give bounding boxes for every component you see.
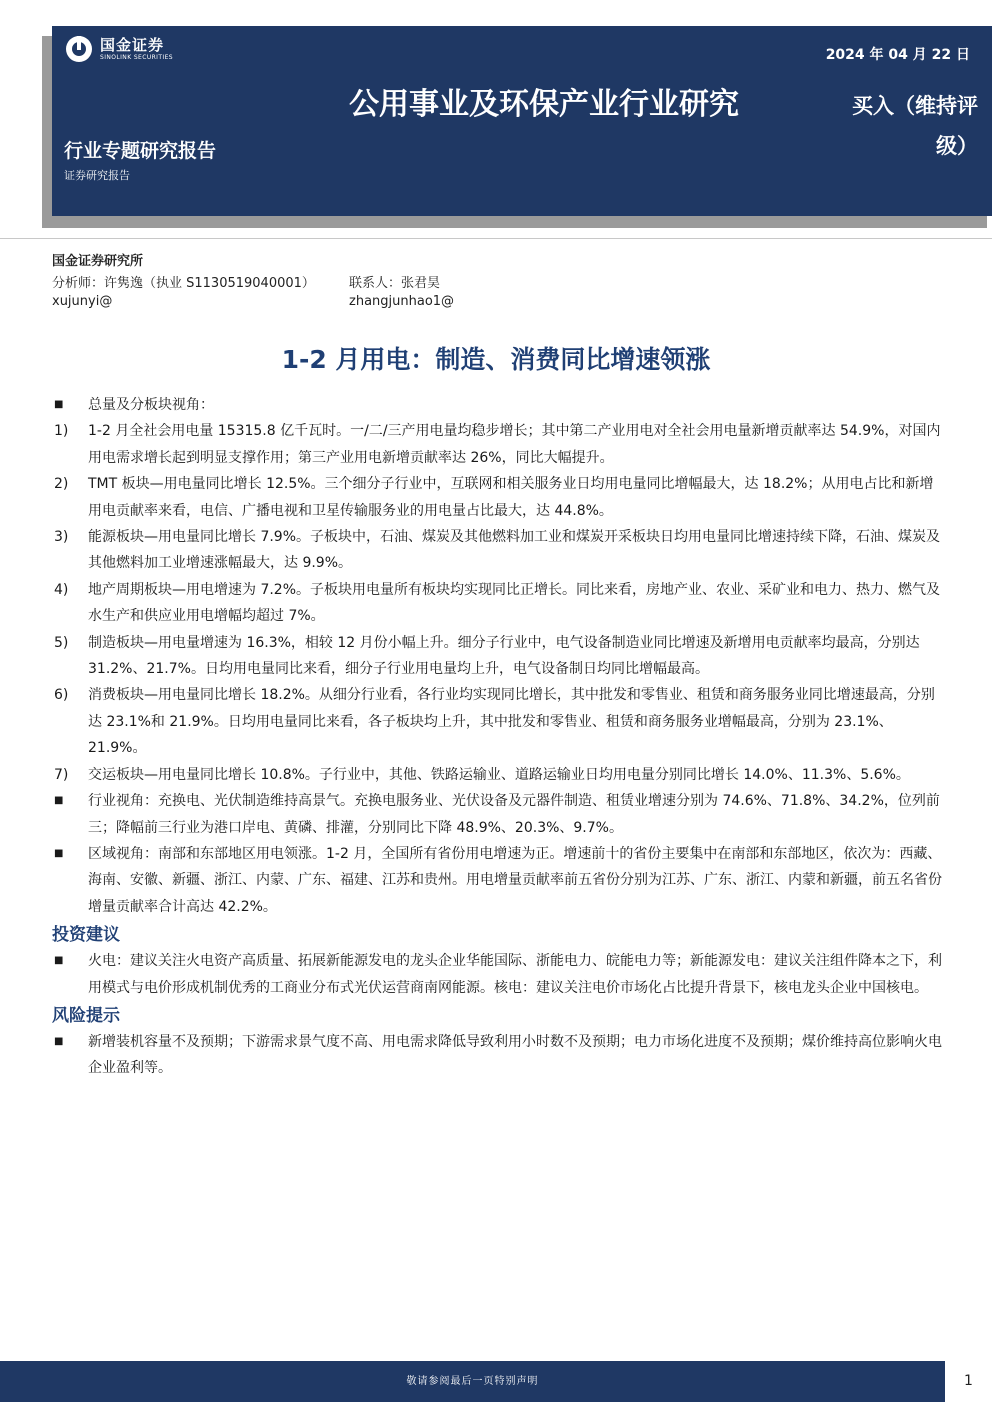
headline: 1-2 月用电：制造、消费同比增速领涨 (281, 345, 711, 374)
list-item-text: TMT 板块—用电量同比增长 12.5%。三个细分子行业中，互联网和相关服务业日均用电量同比增幅最大，达 18.2%；从用电占比和新增用电贡献率来看，电信、广播电视和卫星传输服务业的用电量占比最大，达 44.8%。 (88, 476, 934, 519)
header-divider (0, 238, 992, 239)
list-marker: 2) (54, 476, 69, 493)
bullet-icon: ■ (54, 795, 64, 807)
header-banner (52, 26, 992, 216)
industry-view-text: 行业视角：充换电、光伏制造维持高景气。充换电服务业、光伏设备及元器件制造、租赁业增速分别为 74.6%、71.8%、34.2%，位列前三；降幅前三行业为港口岸电、黄磷、排灌，分别同比下降 48.9%、20.3%、9.7%。 (88, 793, 940, 836)
bullet-icon: ■ (54, 847, 64, 859)
bullet-icon: ■ (54, 1035, 64, 1047)
company-logo (66, 36, 173, 62)
industry-view (52, 788, 942, 841)
investment-text: 火电：建议关注火电资产高质量、拓展新能源发电的龙头企业华能国际、浙能电力、皖能电力等；新能源发电：建议关注组件降本之下，利用模式与电价形成机制优秀的工商业分布式光伏运营商南网能源。核电：建议关注电价市场化占比提升背景下，核电龙头企业中国核电。 (88, 953, 942, 996)
report-date: 2024 年 04 月 22 日 (825, 47, 970, 63)
list-item (52, 682, 942, 761)
region-view (52, 841, 942, 920)
list-item (52, 418, 942, 471)
list-item (52, 630, 942, 683)
bullet-icon: ■ (54, 955, 64, 967)
logo-icon (66, 36, 92, 62)
contact-email: zhangjunhao1@ (349, 294, 455, 309)
list-item-text: 交运板块—用电量同比增长 10.8%。子行业中，其他、铁路运输业、道路运输业日均用电量分别同比增长 14.0%、11.3%、5.6%。 (88, 766, 910, 783)
list-item-text: 地产周期板块—用电增速为 7.2%。子板块用电量所有板块均实现同比正增长。同比来看，房地产业、农业、采矿业和电力、热力、燃气及水生产和供应业用电增幅均超过 7%。 (88, 581, 941, 625)
investment-item (52, 948, 942, 1001)
analyst-email: xujunyi@ (52, 294, 113, 309)
report-body (52, 392, 942, 1082)
list-marker: 3) (54, 529, 69, 546)
logo-text-en: SINOLINK SECURITIES (100, 53, 173, 61)
list-item-text: 消费板块—用电量同比增长 18.2%。从细分行业看，各行业均实现同比增长，其中批发和零售业、租赁和商务服务业同比增速最高，分别达 23.1%和 21.9%。日均用电量同比来看，各子板块均上升，其中批发和零售业、租赁和商务服务业增幅最高，分别为 23.1%、21.9%。 (88, 687, 935, 757)
summary-intro-text: 总量及分板块视角： (88, 397, 214, 413)
region-view-text: 区域视角：南部和东部地区用电领涨。1-2 月，全国所有省份用电增速为正。增速前十的省份主要集中在南部和东部地区，依次为：西藏、海南、安徽、新疆、浙江、内蒙、广东、福建、江苏和贵州。用电增量贡献率前五省份分别为江苏、广东、浙江、内蒙和新疆，前五名省份增量贡献率合计高达 42.2%。 (88, 845, 942, 915)
risk-text: 新增装机容量不及预期；下游需求景气度不高、用电需求降低导致利用小时数不及预期；电力市场化进度不及预期；煤价维持高位影响火电企业盈利等。 (88, 1033, 942, 1077)
list-marker: 1) (54, 423, 69, 440)
risk-heading: 风险提示 (52, 1005, 120, 1026)
list-item-text: 制造板块—用电量增速为 16.3%，相较 12 月份小幅上升。细分子行业中，电气设备制造业同比增速及新增用电贡献率均最高，分别达 31.2%、21.7%。日均用电量同比来看，细分子行业用电量均上升，电气设备制日均同比增幅最高。 (88, 634, 920, 678)
bullet-icon: ■ (54, 399, 64, 410)
analyst: 分析师：许隽逸（执业 S1130519040001） (52, 276, 315, 291)
footer-bar (0, 1361, 945, 1402)
list-item (52, 762, 942, 788)
list-item-text: 1-2 月全社会用电量 15315.8 亿千瓦时。一/二/三产用电量均稳步增长；其中第二产业用电对全社会用电量新增贡献率达 54.9%，对国内用电需求增长起到明显支撑作用；第三产业用电新增贡献率达 26%，同比大幅提升。 (88, 423, 941, 466)
institute: 国金证券研究所 (52, 254, 144, 269)
list-item (52, 577, 942, 630)
page-number: 1 (964, 1373, 973, 1389)
contact-person: 联系人：张君昊 (349, 276, 441, 291)
report-title: 公用事业及环保产业行业研究 (349, 87, 739, 122)
list-marker: 6) (54, 687, 69, 704)
investment-heading: 投资建议 (52, 925, 120, 946)
rating: 买入（维持评级） (852, 94, 978, 158)
report-subtype: 证券研究报告 (64, 169, 130, 182)
list-item-text: 能源板块—用电量同比增长 7.9%。子板块中，石油、煤炭及其他燃料加工业和煤炭开采板块日均用电量同比增速持续下降，石油、煤炭及其他燃料加工业增速涨幅最大，达 9.9%。 (88, 529, 941, 572)
list-marker: 4) (54, 581, 69, 598)
report-type: 行业专题研究报告 (64, 140, 217, 162)
risk-item (52, 1029, 942, 1082)
list-item (52, 524, 942, 577)
list-marker: 7) (54, 766, 69, 783)
logo-text-cn: 国金证券 (100, 35, 165, 54)
list-item (52, 471, 942, 524)
footer-disclaimer: 敬请参阅最后一页特别声明 (406, 1376, 539, 1387)
list-marker: 5) (54, 634, 69, 651)
summary-intro (52, 392, 942, 418)
